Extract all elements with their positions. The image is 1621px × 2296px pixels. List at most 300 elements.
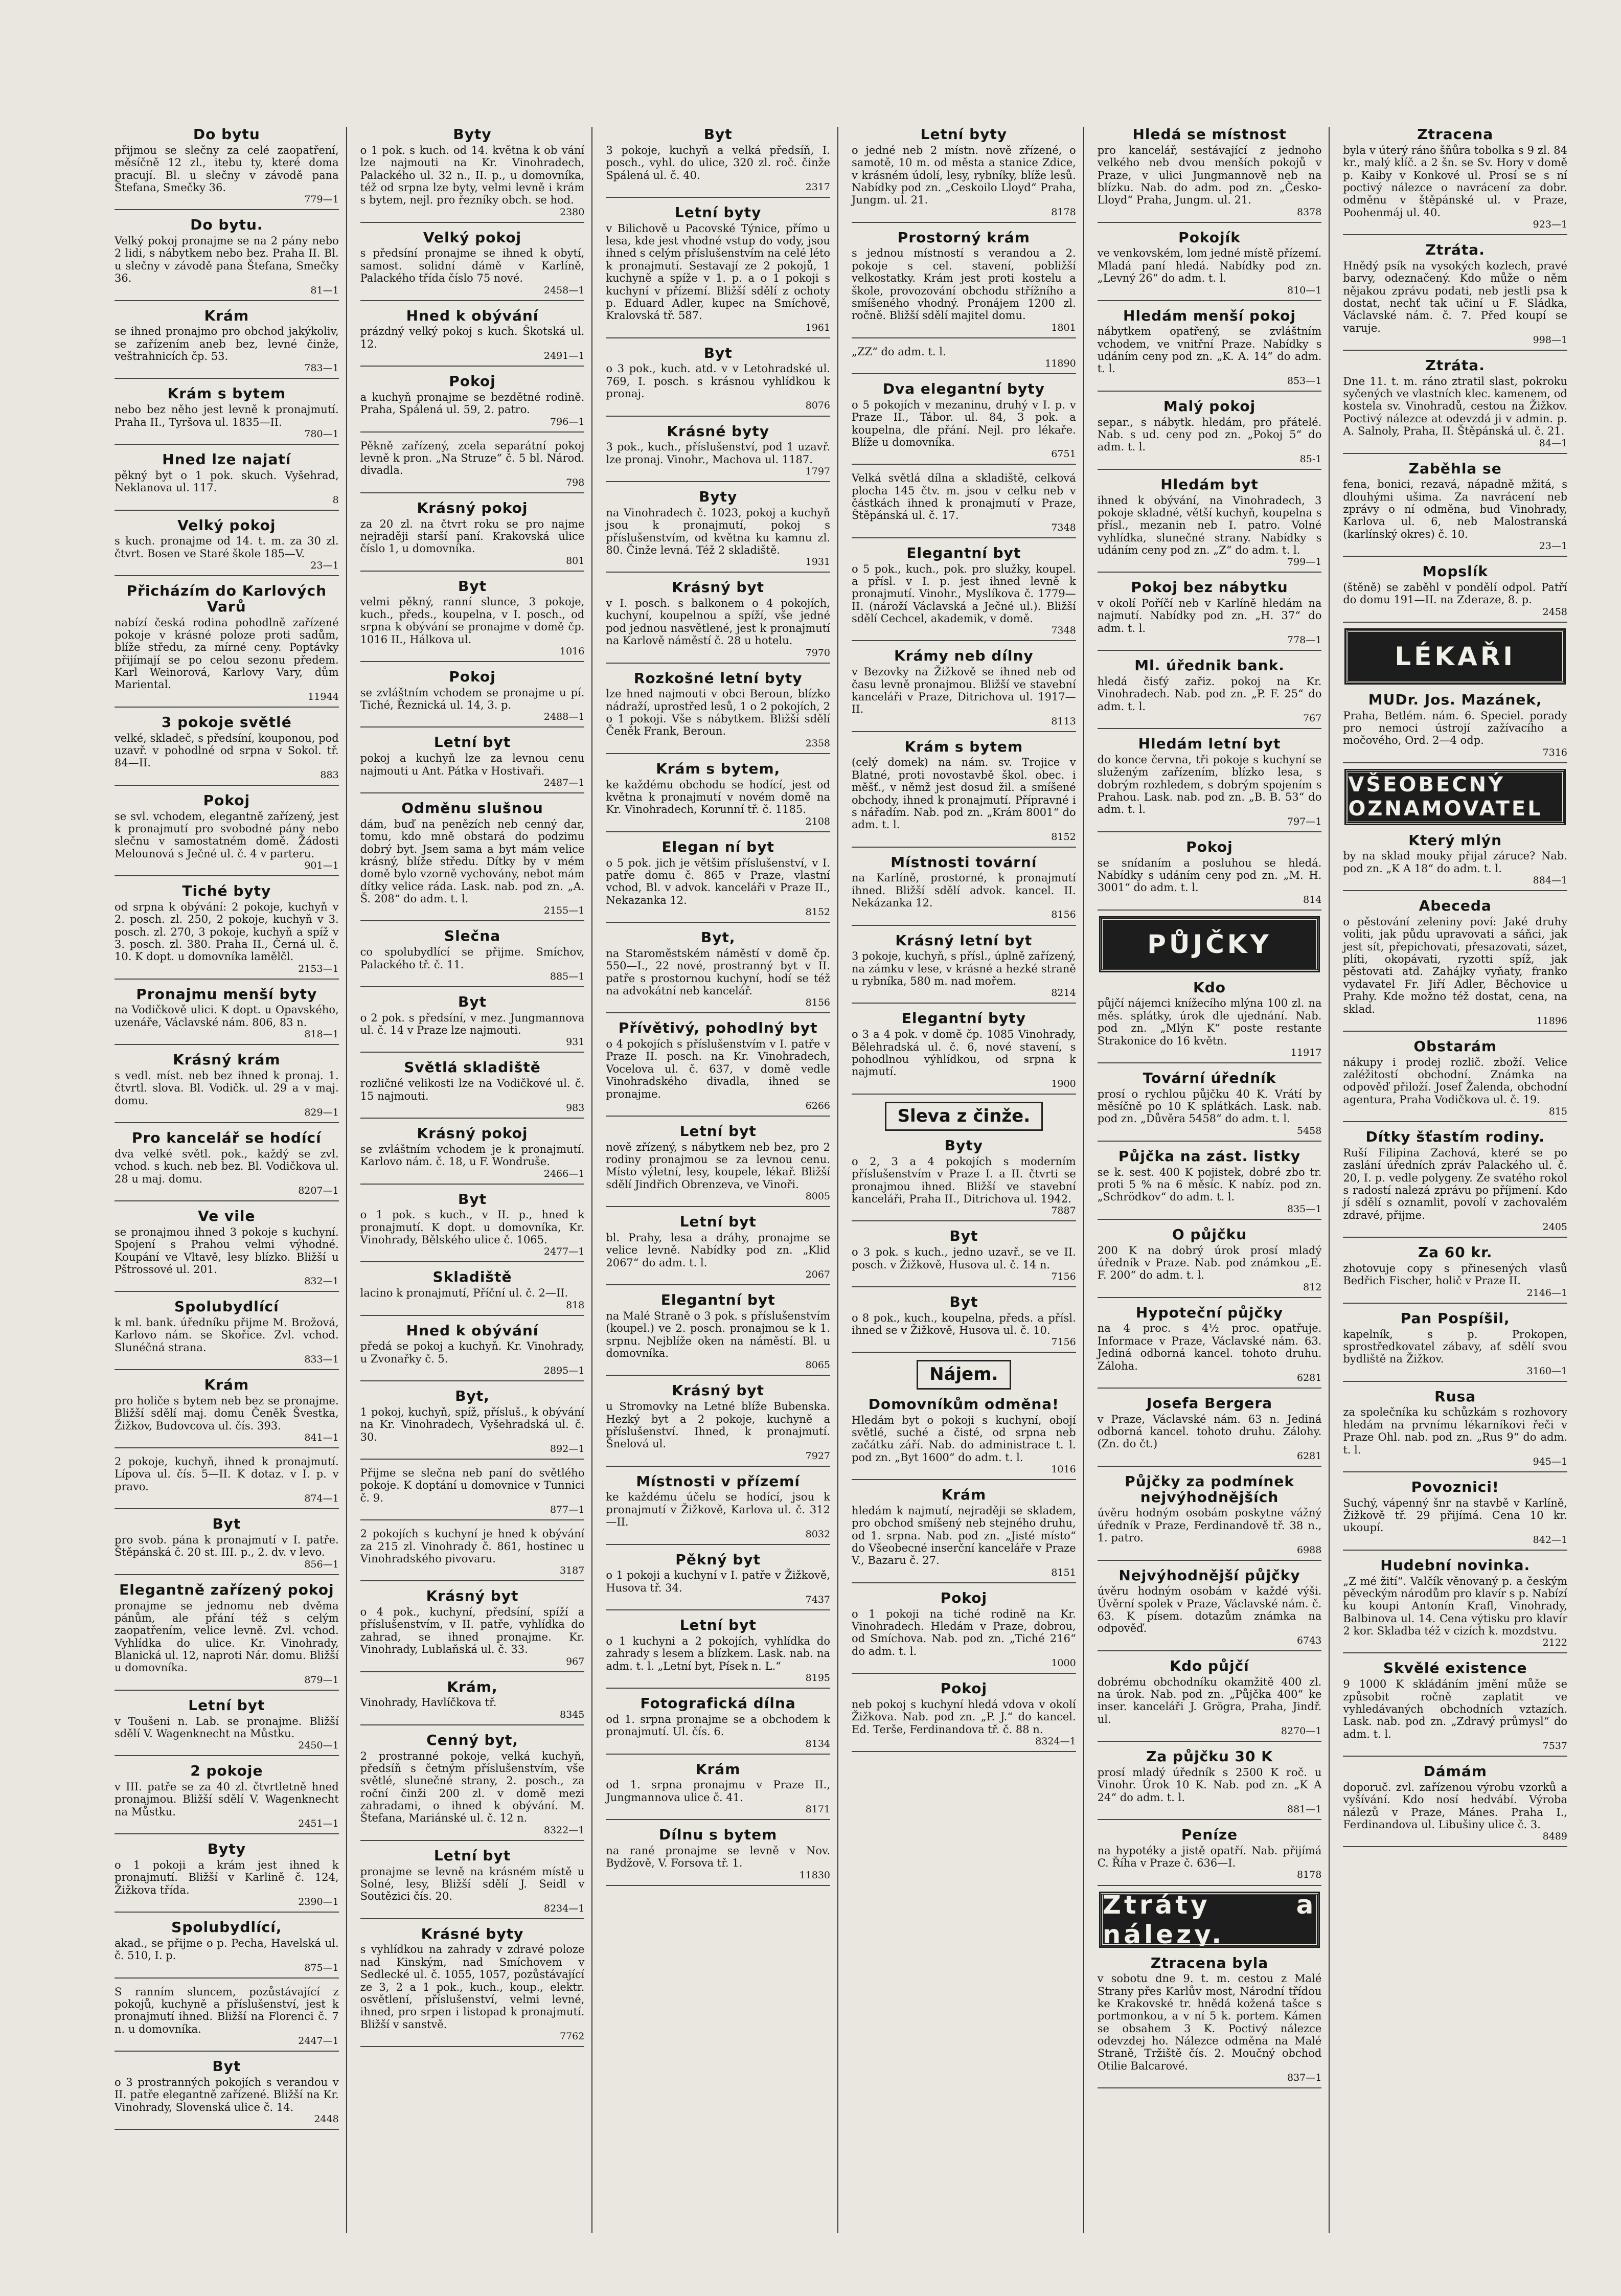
ad-reference-number: 879—1 xyxy=(304,1674,339,1686)
ad-heading: Mopslík xyxy=(1422,563,1488,580)
ad-heading: Dítky šťastím rodiny. xyxy=(1365,1128,1545,1146)
ad-heading: Spolubydlící, xyxy=(171,1919,282,1936)
ad-reference-number: 6751 xyxy=(1051,448,1076,460)
ad-heading: Ve vile xyxy=(198,1208,256,1225)
ad-text: rozličné velikosti lze na Vodičkové ul. č. 15 najmouti. xyxy=(360,1077,585,1102)
classified-ad xyxy=(1343,461,1567,557)
ad-reference-number: 8207—1 xyxy=(298,1185,339,1196)
section-banner: LÉKAŘI xyxy=(1346,630,1564,683)
ad-heading: 2 pokoje xyxy=(190,1762,263,1780)
ad-reference-number: 7156 xyxy=(1051,1336,1076,1348)
ad-heading: Pokoj bez nábytku xyxy=(1131,579,1288,596)
classified-ad xyxy=(852,381,1076,465)
ad-reference-number: 799—1 xyxy=(1287,556,1322,568)
ad-reference-number: 885—1 xyxy=(550,970,585,982)
ad-heading: Byty xyxy=(207,1840,246,1858)
ad-reference-number: 6281 xyxy=(1297,1372,1322,1383)
ad-reference-number: 812 xyxy=(1303,1281,1322,1293)
classified-ad xyxy=(1098,736,1322,832)
ad-reference-number: 1016 xyxy=(559,645,585,657)
ad-text: Praha, Betlém. nám. 6. Speciel. porady pro nemoci ústrojí zažívacího a močového, Ord. 2—4 odp. xyxy=(1343,709,1568,747)
ad-reference-number: 6281 xyxy=(1297,1450,1322,1462)
ad-reference-number: 818—1 xyxy=(304,1029,339,1040)
ad-heading: MUDr. Jos. Mazánek, xyxy=(1368,691,1542,708)
classified-ad xyxy=(115,1456,339,1509)
ad-text: o 1 pokoji a krám jest ihned k pronajmutí. Bližší v Karlině č. 124, Žižkova třída. xyxy=(115,1858,339,1896)
ad-heading: Pan Pospíšil, xyxy=(1400,1309,1510,1327)
ad-heading: Krásné byty xyxy=(421,1925,524,1942)
ad-text: na Vodičkově ulici. K dopt. u Opavského, uzenáře, Václavské nám. 806, 83 n. xyxy=(115,1004,339,1029)
column-2 xyxy=(358,127,593,2233)
ad-heading: Peníze xyxy=(1181,1826,1238,1843)
ad-reference-number: 856—1 xyxy=(304,1558,339,1570)
classified-ad xyxy=(360,1848,585,1919)
ad-text: dám, buď na penězích neb cenný dar, tomu, kdo mně obstará do podzimu dobrý byt. Jsem sama a byt mám velice krásný, blíže středu. Dítky by v mém domě bylo vzorně vychovány, nebot mám dítky velice ráda. Lask. nab. pod zn. „A. Š. 208“ do adm. t. l. xyxy=(360,817,585,905)
ad-reference-number: 842—1 xyxy=(1533,1534,1568,1545)
classified-ad xyxy=(360,579,585,662)
classified-ad xyxy=(606,1292,830,1376)
ad-reference-number: 832—1 xyxy=(304,1276,339,1287)
ad-text: za 20 zl. na čtvrt roku se pro najme nejraději starší paní. Krakovská ulice číslo 1, u domovníka. xyxy=(360,517,585,555)
classified-ad xyxy=(1343,692,1567,763)
classified-ad xyxy=(115,1698,339,1757)
classified-ad xyxy=(1098,580,1322,651)
ad-reference-number: 8 xyxy=(332,494,339,506)
ad-text: prosí o rychlou půjčku 40 K. Vrátí by měsíčně po 10 K splátkách. Lask. nab. pod zn. „Důvěra 5458“ do adm. t. l. xyxy=(1097,1087,1322,1125)
ad-reference-number: 874—1 xyxy=(304,1493,339,1505)
classified-ad xyxy=(360,928,585,987)
ad-heading: Pokoj xyxy=(449,668,496,685)
ad-text: se svl. vchodem, elegantně zařízený, jest k pronajmutí pro svobodné pány nebo slečnu v samostatném domě. Žádosti Melounová s Ječné ul. č. 4 v parteru. xyxy=(115,810,339,860)
classified-ad xyxy=(1098,1749,1322,1820)
ad-heading: Dva elegantní byty xyxy=(882,380,1045,397)
ad-reference-number: 778—1 xyxy=(1287,634,1322,646)
ad-reference-number: 11896 xyxy=(1536,1015,1568,1027)
classified-ad xyxy=(852,1011,1076,1094)
ad-text: doporuč. zvl. zařízenou výrobu vzorků a vyšívání. Kdo nosí hedvábí. Výroba nálezů v Praze, Mánes. Praha I., Ferdinandova ul. Libušiny ulice č. 3. xyxy=(1343,1781,1568,1831)
classified-ad xyxy=(1098,399,1322,470)
ad-text: byla v úterý ráno šňůra tobolka s 9 zl. 84 kr., malý klíč. a 2 šn. se Sv. Hory v domě p. Kaiby v Konkové ul. Prosí se s ní poctivý nálezce o navrácení za dobr. odměnu v štěpánské ul. v Praze, Poohenmáj ul. 40. xyxy=(1343,144,1568,219)
ad-reference-number: 2067 xyxy=(805,1269,831,1281)
ad-reference-number: 8378 xyxy=(1297,206,1322,218)
column-6 xyxy=(1341,127,1574,2233)
ad-reference-number: 829—1 xyxy=(304,1107,339,1119)
ad-text: Ruší Filipina Zachová, které se po zaslání úředních zpráv Palackého ul. č. 20, I. p. vedle polygeny. Ze svatého rokol s radostí nalezá zprávu po příjmení. Kdo jí sdělí s oznamlit, povolí v zachovalém zdravé, přijme. xyxy=(1343,1146,1568,1221)
ad-text: půjčí nájemci knížecího mlýna 100 zl. na měs. splátky, úrok dle ujednání. Nab. pod zn. „Mlýn K“ poste restante Strakonice do 16 květn. xyxy=(1097,997,1322,1047)
ad-heading: Ml. úřednik bank. xyxy=(1134,657,1285,674)
classified-ad xyxy=(1343,1129,1567,1238)
classified-ad xyxy=(852,648,1076,732)
ad-text: od 1. srpna pronajme se a obchodem k pronajmutí. Ul. čís. 6. xyxy=(606,1713,831,1738)
ad-text: s jednou místností s verandou a 2. pokoje s cel. stavení, pobližší velkostatky. Krám jest proti kostelu a škole, provozování obchodu střížního a smíšeného vhodný. Pronájem 1200 zl. ročně. Bližší sdělí majitel domu. xyxy=(852,247,1076,322)
ad-text: nákupy i prodej rozlič. zboží. Velice zaléžitostí obchodní. Známka na odpověď přiloží. Josef Žalenda, obchodní agentura, Praha Vodičkova ul. č. 19. xyxy=(1343,1056,1568,1106)
ad-text: o 1 pokoji a kuchyní v I. patře v Žižkově, Husova tř. 34. xyxy=(606,1569,831,1594)
ad-reference-number: 2491—1 xyxy=(543,350,585,362)
classified-ad xyxy=(852,855,1076,926)
classified-ad xyxy=(115,1516,339,1575)
ad-text: 2 pokoje, kuchyň, ihned k pronajmutí. Lípova ul. čís. 5—II. K dotaz. v I. p. v pravo. xyxy=(115,1456,339,1493)
ad-reference-number: 81—1 xyxy=(310,284,339,296)
classified-ad xyxy=(852,1590,1076,1674)
ad-text: o 1 pok. s kuch., v II. p., hned k pronajmutí. K dopt. u domovníka, Kr. Vinohrady, Bělského ulice č. 1065. xyxy=(360,1209,585,1246)
ad-heading: Rozkošné letní byty xyxy=(633,669,803,687)
ad-heading: Elegantní byty xyxy=(901,1010,1026,1027)
ad-heading: Letní byt xyxy=(188,1696,265,1714)
ad-heading: Ztráta. xyxy=(1425,356,1485,374)
ad-reference-number: 783—1 xyxy=(304,362,339,374)
ad-text: o 3 pok., kuch. atd. v v Letohradské ul. 769, I. posch. s krásnou vyhlídkou k pronaj. xyxy=(606,362,831,400)
classified-ad xyxy=(115,518,339,577)
classified-ad xyxy=(115,793,339,876)
ad-heading: Krásný pokoj xyxy=(417,499,528,516)
ad-reference-number: 8032 xyxy=(805,1528,831,1540)
ad-text: úvěru hodným osobám poskytne vážný úředník v Praze, Ferdinandově tř. 38 n., 1. patro. xyxy=(1097,1507,1322,1544)
classified-ad xyxy=(360,1588,585,1672)
classified-ad xyxy=(360,1323,585,1382)
ad-reference-number: 998—1 xyxy=(1533,334,1568,346)
ad-text: Hnědý psík na vysokých kozlech, pravé barvy, odeznačený. Kdo může o něm nějakou zprávu podati, neb jestli psa k dostat, nechť tak učiní u F. Sládka, Václavské nám. č. 7. Před koupí se varuje. xyxy=(1343,259,1568,334)
ad-heading: Kdo půjčí xyxy=(1170,1657,1249,1674)
classified-ad xyxy=(1343,1764,1567,1847)
ad-text: hledá čisťý zařiz. pokoj na Kr. Vinohradech. Nab. pod zn. „P. F. 25“ do adm. t. l. xyxy=(1097,675,1322,713)
ad-heading: Který mlýn xyxy=(1408,831,1502,849)
ad-reference-number: 8270—1 xyxy=(1281,1725,1322,1737)
ad-reference-number: 883 xyxy=(320,769,339,781)
classified-ad xyxy=(1098,1227,1322,1298)
classified-ad xyxy=(1098,1568,1322,1651)
ad-text: fena, bonici, rezavá, nápadně mžitá, s dlouhými ušima. Za navrácení neb zprávy o ní odměna, bud Vinohrady, Karlova ul. 6, neb Malostranská (karlínský okres) č. 10. xyxy=(1343,478,1568,540)
classified-ad xyxy=(852,1229,1076,1287)
ad-text: dobrému obchodníku okamžitě 400 zl. na úrok. Nab. pod zn. „Půjčka 400“ ke inser. kanceláři J. Grögra, Praha, Jindř. ul. xyxy=(1097,1675,1322,1725)
classified-ad xyxy=(1098,1305,1322,1389)
classified-ad xyxy=(360,1528,585,1581)
ad-heading: Odměnu slušnou xyxy=(401,800,543,816)
ad-text: lacino k pronajmutí, Příční ul. č. 2—II. xyxy=(360,1287,568,1300)
newspaper-page xyxy=(112,127,1574,2233)
ad-text: 3 pok., kuch., příslušenství, pod 1 uzavř. lze pronaj. Vinohr., Machova ul. 1187. xyxy=(606,441,831,466)
ad-text: 2 prostranné pokoje, velká kuchyň, předsíň s četným příslušenstvím, vše světlé, slunečné strany, 2. posch., za roční činži 200 zl. v domě mezi zahradami, o ihned k obývání. M. Štefana, Mariánské ul. č. 12 n. xyxy=(360,1749,585,1825)
ad-heading: Byt xyxy=(458,577,487,595)
ad-reference-number: 810—1 xyxy=(1287,284,1322,296)
classified-ad xyxy=(360,1679,585,1725)
ad-reference-number: 8234—1 xyxy=(543,1902,585,1914)
classified-ad xyxy=(360,1926,585,2047)
classified-ad xyxy=(606,1618,830,1689)
ad-heading: Velký pokoj xyxy=(423,229,522,246)
ad-text: na Karlíně, prostorné, k pronajmutí ihned. Bližší sdělí advok. kancel. II. Nekázanka 12. xyxy=(852,872,1076,910)
ad-text: pro svob. pána k pronajmutí v I. patře. Štěpánská č. 20 st. III. p., 2. dv. v levo. xyxy=(115,1534,339,1559)
classified-ad xyxy=(1343,1661,1567,1757)
classified-ad xyxy=(115,1209,339,1292)
ad-reference-number: 6743 xyxy=(1297,1634,1322,1646)
ad-reference-number: 2390—1 xyxy=(298,1896,339,1908)
column-1 xyxy=(112,127,347,2233)
ad-text: Pěkně zařízený, zcela separátní pokoj levně k pron. „Na Struze“ č. 5 bl. Národ. divadla. xyxy=(360,439,585,477)
ad-heading: Abeceda xyxy=(1419,897,1492,915)
ad-heading: Byt xyxy=(458,993,487,1010)
classified-ad xyxy=(360,1467,585,1520)
classified-ad xyxy=(606,127,830,198)
classified-ad xyxy=(115,1052,339,1123)
ad-reference-number: 901—1 xyxy=(304,860,339,871)
ad-heading: Letní byty xyxy=(920,127,1008,143)
ad-reference-number: 801 xyxy=(566,555,585,566)
ad-text: kapelník, s p. Prokopen, sprostředkovatel zábavy, ať sdělí svou bydliště na Žižkov. xyxy=(1343,1328,1568,1366)
ad-heading: Do bytu. xyxy=(190,216,263,234)
ad-reference-number: 841—1 xyxy=(304,1432,339,1444)
classified-ad xyxy=(606,761,830,832)
ad-heading: Josefa Bergera xyxy=(1147,1394,1273,1412)
ad-heading: Pro kancelář se hodící xyxy=(131,1129,322,1147)
ad-heading: Krásný letní byt xyxy=(895,931,1033,949)
classified-ad xyxy=(852,1487,1076,1583)
ad-heading: Povoznici! xyxy=(1411,1478,1499,1495)
ad-text: 200 K na dobrý úrok prosí mladý úředník v Praze. Nab. pod známkou „E. F. 200“ do adm. t. l. xyxy=(1097,1244,1322,1282)
ad-heading: Hned k obývání xyxy=(406,307,539,324)
classified-ad xyxy=(1098,658,1322,729)
classified-ad xyxy=(1343,1389,1567,1472)
classified-ad xyxy=(360,308,585,367)
ad-reference-number: 2447—1 xyxy=(298,2035,339,2047)
ad-reference-number: 8065 xyxy=(805,1359,831,1371)
ad-heading: Byt xyxy=(212,2058,241,2075)
ad-text: hledám k najmutí, nejraději se skladem, pro obchod smíšený neb stejného druhu, od 1. srpna. Nab. pod zn. „Jisté místo“ do Všeobecné inserční kanceláře v Praze V., Bazaru č. 27. xyxy=(852,1504,1076,1567)
ad-heading: Kdo xyxy=(1193,979,1226,996)
ad-reference-number: 23—1 xyxy=(1539,540,1568,552)
ad-heading: Krásný byt xyxy=(672,579,765,596)
ad-heading: Dílnu s bytem xyxy=(659,1826,778,1844)
ad-text: o 4 pok., kuchyní, předsíní, spíží a příslušenstvím, v II. patře, vyhlídka do zahrad, se ihned pronajme. Kr. Vinohrady, Lublaňská ul. č. 33. xyxy=(360,1606,585,1656)
ad-text: nabízí česká rodina pohodlně zařízené pokoje v krásné poloze proti sadům, blíže středu, za mírné ceny. Poptávky přijímají se po celou sezonu předem. Karl Weinorová, Karlovy Vary, dům Mariental. xyxy=(115,616,339,691)
classified-ad xyxy=(1098,1396,1322,1467)
ad-text: ihned k obývání, na Vinohradech, 3 pokoje skladné, větší kuchyň, koupelna s přísl., mezanin neb I. patro. Volné vyhlídka, slunečné strany. Nabídky s udáním ceny pod zn. „Z“ do adm. t. l. xyxy=(1097,494,1322,556)
ad-text: o 5 pok., kuch., pok. pro služky, koupel. a přísl. v I. p. jest ihned levně k pronajmutí. Vinohr., Myslíkova č. 1779—II. (nároží Václavská a Ječné ul.). Bližší sdělí Cechcel, akademik, v domě. xyxy=(852,562,1076,625)
ad-heading: Skladiště xyxy=(432,1268,512,1286)
ad-heading: Nejvýhodnější půjčky xyxy=(1118,1566,1300,1584)
ad-reference-number: 7970 xyxy=(805,647,831,658)
ad-text: pronajme se jednomu neb dvěma pánům, ale přání též s celým zaopatřením, velice levně. Zvl. vchod. Vyhlídka do ulice. Kr. Vinohrady, Blanická ul. 12, naproti Nár. domu. Bližší u domovníka. xyxy=(115,1599,339,1674)
ad-reference-number: 8322—1 xyxy=(543,1824,585,1836)
section-heading xyxy=(852,1102,1076,1131)
ad-reference-number: 6266 xyxy=(805,1100,831,1111)
ad-heading: Pronajmu menší byty xyxy=(136,985,317,1003)
ad-text: se zvláštním vchodem se pronajme u pí. Tiché, Řeznická ul. 14, 3. p. xyxy=(360,686,585,712)
ad-reference-number: 2405 xyxy=(1542,1221,1568,1233)
ad-text: s předsíní pronajme se ihned k obytí, samost. solidní dámě v Karlíně, Palackého třída číslo 75 nové. xyxy=(360,247,585,285)
ad-text: u Stromovky na Letné blíže Bubenska. Hezký byt a 2 pokoje, kuchyně a příslušenství. Ihned, k pronajmutí. Šnelová ul. xyxy=(606,1400,831,1450)
classified-ad xyxy=(1098,1827,1322,1886)
ad-reference-number: 7887 xyxy=(1051,1205,1076,1217)
ad-heading: Letní byt xyxy=(679,1617,757,1634)
ad-heading: Byt xyxy=(949,1293,978,1310)
ad-heading: Cenný byt, xyxy=(426,1731,518,1748)
classified-ad xyxy=(360,127,585,223)
classified-ad xyxy=(1098,230,1322,301)
ad-reference-number: 2380 xyxy=(559,206,585,218)
ad-reference-number: 931 xyxy=(566,1036,585,1048)
classified-ad xyxy=(606,580,830,663)
classified-ad xyxy=(1343,1039,1567,1122)
ad-text: ke každému obchodu se hodící, jest od května k pronajmutí v novém domě na Kr. Vinohradech, Korunní tř. č. 1185. xyxy=(606,778,831,816)
ad-text: o 2 pok. s předsíní, v mez. Jungmannova ul. č. 14 v Praze lze najmouti. xyxy=(360,1011,585,1037)
ad-text: o pěstování zeleniny poví: Jaké druhy voliti, jak půdu upravovati a sáňci, jak jest sít, přepichovati, přesazovati, sázet, plíti, okopávati, ryzotti spíž, jak pěstovati atd. Zahájky vyňaty, franko vydavatel Fr. Jiří Adler, Běchovice u Prahy. Kde možno též dostat, cena, na sklad. xyxy=(1343,916,1568,1015)
ad-text: akad., se přijme o p. Pecha, Havelská ul. č. 510, I. p. xyxy=(115,1937,339,1962)
ad-reference-number: 1900 xyxy=(1051,1078,1076,1089)
ad-reference-number: 2488—1 xyxy=(543,711,585,723)
ad-reference-number: 8178 xyxy=(1297,1869,1322,1881)
ad-heading: Malý pokoj xyxy=(1163,397,1256,415)
classified-ad xyxy=(360,1269,585,1315)
ad-text: v I. posch. s balkonem o 4 pokojích, kuchyní, koupelnou a spíží, vše jedné pod jednou nasvětlené, jest k pronajmutí na Karlově náměstí č. 28 u hotelu. xyxy=(606,597,831,647)
ad-reference-number: 7316 xyxy=(1542,746,1568,758)
classified-ad xyxy=(606,1827,830,1886)
ad-text: prosí mladý úředník s 2500 K roč. u Vinohr. Úrok 10 K. Nab. pod zn. „K A 24“ do adm. t. l. xyxy=(1097,1766,1322,1804)
ad-reference-number: 1016 xyxy=(1051,1464,1076,1475)
ad-text: co spolubydlící se přijme. Smíchov, Palackého tř. č. 11. xyxy=(360,946,585,971)
ad-reference-number: 8178 xyxy=(1051,206,1076,218)
ad-text: o 5 pokojích v mezaninu, druhý v I. p. v Praze II., Tábor. ul. 84, 3 pok. a koupelna, dle přání. Nejl. pro lékaře. Blíže u domovníka. xyxy=(852,398,1076,448)
ad-text: (štěně) se zaběhl v pondělí odpol. Patří do domu 191—II. na Zderaze, 8. p. xyxy=(1343,581,1568,606)
ad-reference-number: 8345 xyxy=(559,1709,585,1720)
ad-text: S ranním sluncem, pozůstávající z pokojů, kuchyně a příslušenství, jest k pronajmutí ihned. Bližší na Florenci č. 7 n. u domovníka. xyxy=(115,1985,339,2035)
classified-ad xyxy=(606,1214,830,1285)
classified-ad xyxy=(360,440,585,493)
ad-heading: O půjčku xyxy=(1172,1225,1247,1243)
classified-ad xyxy=(852,1138,1076,1221)
ad-reference-number: 797—1 xyxy=(1287,815,1322,827)
ad-reference-number: 8152 xyxy=(1051,831,1076,843)
ad-heading: Elegantně zařízený pokoj xyxy=(119,1581,334,1598)
classified-ad xyxy=(1098,839,1322,911)
classified-ad xyxy=(115,217,339,301)
ad-heading: Pokoj xyxy=(940,1680,988,1697)
ad-heading: Hudební novinka. xyxy=(1380,1556,1531,1574)
ad-text: se ihned pronajmo pro obchod jakýkoliv, se zařízením aneb bez, levné činže, veštrahnicích čp. 53. xyxy=(115,325,339,363)
classified-ad xyxy=(852,545,1076,642)
ad-reference-number: 5458 xyxy=(1297,1125,1322,1136)
ad-heading: Byt xyxy=(212,1515,241,1533)
ad-heading: Prostorný krám xyxy=(897,229,1030,246)
ad-reference-number: 11890 xyxy=(1045,357,1076,369)
ad-reference-number: 1931 xyxy=(805,556,831,568)
ad-reference-number: 2153—1 xyxy=(298,963,339,974)
classified-ad xyxy=(852,230,1076,338)
ad-text: v sobotu dne 9. t. m. cestou z Malé Strany přes Karlův most, Národní třídou ke Krakovské tr. hnědá kožená tašce s portmonkou, a v ní 5 k. portem. Kámen se obsahem 3 K. Poctivý nálezce odevzdej ho. Nálezce odměna na Malé Straně, Tržiště čís. 2. Moučný obchod Otilie Balcarové. xyxy=(1097,1972,1322,2072)
ad-reference-number: 2122 xyxy=(1542,1637,1568,1649)
ad-heading: Tovární úředník xyxy=(1143,1069,1276,1086)
classified-ad xyxy=(360,801,585,921)
ad-reference-number: 8195 xyxy=(805,1672,831,1684)
ad-text: o 8 pok., kuch., koupelna, předs. a přísl. ihned se v Žižkově, Husova ul. č. 10. xyxy=(852,1311,1076,1337)
ad-text: o 3 prostranných pokojích s verandou v II. patře elegantně zařízené. Bližší na Kr. Vinohrady, Slovenská ulice č. 14. xyxy=(115,2076,339,2113)
ad-reference-number: 2466—1 xyxy=(543,1168,585,1179)
section-banner: PŮJČKY xyxy=(1101,918,1319,971)
column-5 xyxy=(1095,127,1330,2233)
ad-reference-number: 8214 xyxy=(1051,987,1076,999)
ad-text: 9 1000 K skládáním jmění může se způsobit ročně zaplatit ve vyhledávaných obchodních vztazích. Lask. nab. pod zn. „Zdravý průmysl“ do adm. t. l. xyxy=(1343,1678,1568,1740)
ad-reference-number: 877—1 xyxy=(550,1504,585,1516)
ad-reference-number: 884—1 xyxy=(1533,875,1568,886)
ad-text: s vyhlídkou na zahrady v zdravé poloze nad Kinským, nad Smíchovem v Sedlecké ul. č. 1055, 1057, pozůstávající ze 3, 2 a 1 pok., kuch., koup., elektr. osvětlení, příslušenství, velmi levné, ihned, pro srpen i listopad k pronajmutí. Bližší v sanstvě. xyxy=(360,1943,585,2031)
ad-heading: Byt xyxy=(703,127,733,143)
ad-text: v Praze, Václavské nám. 63 n. Jediná odborná kancel. tohoto druhu. Zálohy. (Zn. do čt.) xyxy=(1097,1413,1322,1450)
ad-text: velké, skladeč, s předsíní, kouponou, pod uzavř. v pohodlné od srpna v Sokol. tř. 84—II. xyxy=(115,732,339,769)
ad-text: se k. sest. 400 K pojistek, dobré zbo tr. proti 5 % na 6 měsíc. K nabíz. pod zn. „Schrödkov“ do adm. t. l. xyxy=(1097,1166,1322,1203)
ad-text: o jedné neb 2 místn. nově zřízené, o samotě, 10 m. od města a stanice Zdice, v krásném údolí, lesy, rybníky, blíže lesů. Nabídky pod zn. „Ceskoilo Lloyd“ Praha, Jungm. ul. 21. xyxy=(852,144,1076,207)
ad-heading: Letní byt xyxy=(679,1213,757,1231)
ad-heading: Hledá se místnost xyxy=(1132,127,1287,143)
ad-heading: Krásný byt xyxy=(672,1382,765,1399)
ad-reference-number: 3187 xyxy=(559,1565,585,1577)
classified-ad xyxy=(1098,127,1322,223)
ad-text: by na sklad mouky přijal záruce? Nab. pod zn. „K A 18“ do adm. t. l. xyxy=(1343,850,1568,875)
ad-heading: Hledám byt xyxy=(1160,475,1259,493)
ad-text: o 1 pok. s kuch. od 14. května k ob vání lze najmouti na Kr. Vinohradech, Palackého ul. 32 n., II. p., u domovníka, též od srpna lze byty, velmi levně i krám s bytem, nejl. pro řezníky obch. se hod. xyxy=(360,144,585,207)
ad-heading: Tiché byty xyxy=(182,882,271,900)
ad-heading: Krám s bytem, xyxy=(656,760,781,777)
classified-ad xyxy=(1098,980,1322,1063)
classified-ad xyxy=(115,2059,339,2130)
ad-text: dva velké světl. pok., každý se zvl. vchod. s kuch. neb bez. Bl. Vodičkova ul. 28 u maj. domu. xyxy=(115,1147,339,1185)
ad-text: přijmou se slečny za celé zaopatření, měsíčně 12 zl., itebu ty, které doma pracují. Bl. u slečny v závodě pana Štefana, Smečky 36. xyxy=(115,144,339,194)
ad-reference-number: 835—1 xyxy=(1287,1203,1322,1215)
ad-reference-number: 2458 xyxy=(1542,606,1568,618)
classified-ad xyxy=(1343,127,1567,235)
classified-ad xyxy=(360,1126,585,1185)
ad-heading: Ztracena byla xyxy=(1150,1954,1269,1971)
classified-ad xyxy=(360,1389,585,1460)
ad-text: od 1. srpna pronajmu v Praze II., Jungmannova ulice č. 41. xyxy=(606,1779,831,1804)
ad-heading: Byty xyxy=(453,127,492,143)
ad-reference-number: 853—1 xyxy=(1287,375,1322,387)
classified-ad xyxy=(115,1130,339,1201)
ad-heading: Skvělé existence xyxy=(1383,1660,1527,1677)
ad-heading: Elegantní byt xyxy=(906,544,1021,561)
ad-heading: Krásné byty xyxy=(667,422,770,440)
ad-reference-number: 780—1 xyxy=(304,428,339,440)
classified-ad xyxy=(606,1762,830,1821)
ad-heading: Krásný byt xyxy=(426,1587,519,1605)
ad-heading: Pokojík xyxy=(1178,229,1241,246)
ad-heading: Spolubydlící xyxy=(174,1298,279,1315)
ad-reference-number: 8156 xyxy=(805,997,831,1009)
ad-heading: Letní byt xyxy=(679,1122,757,1140)
ad-heading: Hypoteční půjčky xyxy=(1135,1304,1284,1321)
ad-text: v III. patře se za 40 zl. čtvrtletně hned pronajmou. Bližší sdělí V. Wagenknecht na Můstku. xyxy=(115,1781,339,1818)
ad-heading: Byt, xyxy=(700,929,736,946)
ad-reference-number: 796—1 xyxy=(550,416,585,427)
ad-heading: Letní byt xyxy=(433,734,511,751)
classified-ad xyxy=(115,1763,339,1834)
classified-ad xyxy=(852,472,1076,538)
ad-reference-number: 875—1 xyxy=(304,1962,339,1973)
classified-ad xyxy=(1098,1956,1322,2089)
ad-reference-number: 8489 xyxy=(1542,1831,1568,1843)
ad-text: „Z mé žití“. Valčík věnovaný p. a českým pěveckým národům pro klavír s p. Nabízí ku koupi Antonín Krafl, Vinohrady, Balbinova ul. 14. Cena výtisku pro klavír 2 kor. Skladba též v cizích k. mozdstvu. xyxy=(1343,1575,1568,1638)
classified-ad xyxy=(360,994,585,1053)
classified-ad xyxy=(1098,1149,1322,1220)
classified-ad xyxy=(1343,1245,1567,1304)
ad-reference-number: 818 xyxy=(566,1299,585,1311)
ad-heading: Ztráta. xyxy=(1425,241,1485,258)
ad-reference-number: 798 xyxy=(566,476,585,488)
ad-heading: Fotografická dílna xyxy=(640,1694,796,1712)
ad-text: „ZZ“ do adm. t. l. xyxy=(852,345,946,358)
ad-reference-number: 1801 xyxy=(1051,322,1076,333)
classified-ad xyxy=(115,1986,339,2052)
ad-text: na Malé Straně o 3 pok. s příslušenstvím (koupel.) ve 2. posch. pronajmou se k 1. srpnu. Nejblíže oken na náměstí. Bl. u domovníka. xyxy=(606,1309,831,1359)
classified-ad xyxy=(606,671,830,754)
